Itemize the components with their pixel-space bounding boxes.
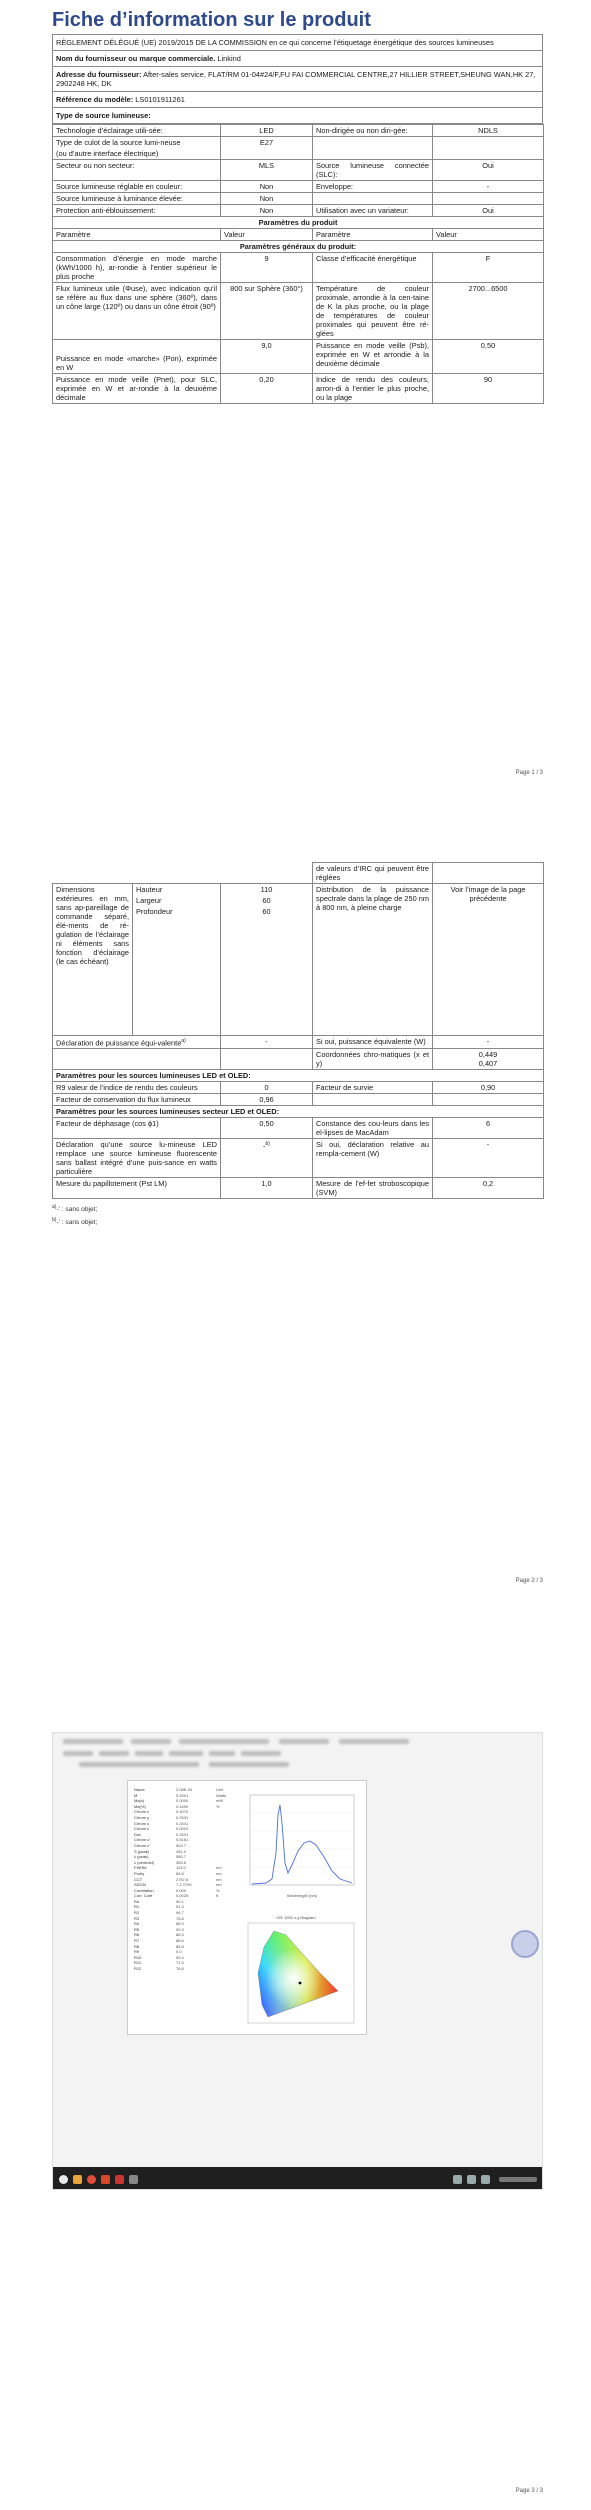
depth-label: Profondeur: [133, 906, 221, 917]
column-header: Valeur: [221, 229, 313, 241]
cell-label: R9 valeur de l’indice de rendu des couleurs: [53, 1081, 221, 1093]
spectral-report-screenshot: [52, 1732, 543, 2190]
table-row: [53, 1117, 544, 1138]
address-value: After-sales service, FLAT/RM 01-04#24/F,FU FAI COMMERCIAL CENTRE,27 HILLIER STREET,SHEUNG WAN,HK 27, 2902248 HK, DK: [56, 70, 536, 88]
report-units-column: Unit Watts mW % nm nm nm nm % K: [216, 1787, 227, 1899]
cell-label: Si oui, puissance équivalente (W): [313, 1035, 433, 1048]
cell-label: Température de couleur proximale, arrondie à la cen-taine de K la plus proche, ou la plage de températures de couleur proximales qui peuvent être ré-glées: [313, 283, 433, 340]
params-title: Paramètres du produit: [53, 217, 544, 229]
page-number: Page 3 / 3: [515, 2488, 543, 2494]
cell-label: Indice de rendu des couleurs, arron-di à l’entier le plus proche, ou la plage: [313, 374, 433, 404]
footnote-a-mark: a): [52, 1203, 57, 1210]
depth-value: 60: [221, 906, 313, 917]
report-values-column: 2.08E-03 0.2001 0.0000 0.4490 0.4070 0.2531 0.3441 0.0010 0.2531 0.5161 504.7 451.0 580.7 365.6 113.0 84.8 2767.6 7.2 2700 0.000 0.0025 90.1 91.3 96.7 78.8 88.9 90.3 86.3 88.6 85.8 0.0 55.4 71.5 78.8: [176, 1787, 193, 1971]
tray-icon[interactable]: [453, 2175, 462, 2184]
clock[interactable]: [499, 2177, 537, 2182]
report-sheet: [127, 1780, 367, 2035]
table-row: [53, 205, 544, 217]
mains-section-title: Paramètres pour les sources lumineuses secteur LED et OLED:: [53, 1105, 544, 1117]
cell-label-text: Puissance en mode «marche» (Pon), exprimée en W: [56, 354, 217, 372]
cell-label: Mesure du papillotement (Pst LM): [53, 1177, 221, 1198]
header-band: [52, 34, 543, 124]
table-header-row: [53, 229, 544, 241]
cell-label: Mesure de l’ef-fet stroboscopique (SVM): [313, 1177, 433, 1198]
table-row: [53, 283, 544, 340]
table-row: [53, 884, 544, 896]
cell-label: Consommation d’énergie en mode marche (kWh/1000 h), ar-rondie à l’entier supérieur le plus proche: [53, 253, 221, 283]
cell-label: Source lumineuse à luminance élevée:: [53, 193, 221, 205]
cell-label: (ou d’autre interface électrique): [53, 148, 221, 160]
spectrum-chart: [236, 1793, 358, 1901]
spectrum-x-axis-label: Wavelength (nm): [286, 1893, 318, 1898]
tray-icon-2[interactable]: [467, 2175, 476, 2184]
table-row: [53, 1177, 544, 1198]
model-label: Référence du modèle:: [56, 95, 134, 104]
cell-value: Oui: [433, 205, 544, 217]
table-row: [53, 1048, 544, 1069]
width-value: 60: [221, 895, 313, 906]
table-row: [53, 1138, 544, 1177]
footnotes: [52, 1202, 543, 1228]
cell-value: 0,50: [221, 1117, 313, 1138]
cell-label: Protection anti-éblouissement:: [53, 205, 221, 217]
model-value: LS0101911261: [135, 95, 185, 104]
blurred-toolbar: [59, 1737, 538, 1771]
cell-value: 90: [433, 374, 544, 404]
cell-label: Facteur de conservation du flux lumineux: [53, 1093, 221, 1105]
table-row: [53, 1093, 544, 1105]
table-row: [53, 1035, 544, 1048]
cell-value: 0,20: [221, 374, 313, 404]
cell-value: 9: [221, 253, 313, 283]
width-label: Largeur: [133, 895, 221, 906]
cell-label: Non-dirigée ou non diri-gée:: [313, 125, 433, 137]
watermark-seal: [511, 1930, 539, 1958]
report-labels-column: Name M Ma(x) Ma(%) Chrom x Chrom y Chrom u Chrom v Duv Chrom u' Chrom v' S (peak) λ (peak) λ (centroid) FWHM Purity CCT SDCM Correlation Corr. Coef Ra R1 R2 R3 R4 R5 R6 R7 R8 R9 R10 R11 R12: [134, 1787, 155, 1971]
spectral-label: Distribution de la puissance spectrale dans la plage de 250 nm à 800 nm, à pleine charge: [313, 884, 433, 1036]
column-header: Paramètre: [53, 229, 221, 241]
cell-value: 0,50: [433, 340, 544, 374]
cell-value: Non: [221, 193, 313, 205]
cell-label: Facteur de survie: [313, 1081, 433, 1093]
cell-value: MLS: [221, 160, 313, 181]
table-row: [53, 181, 544, 193]
cell-value: LED: [221, 125, 313, 137]
cell-label: Facteur de déphasage (cos ϕ1): [53, 1117, 221, 1138]
page-number: Page 2 / 3: [515, 1578, 543, 1584]
cell-label: [53, 340, 221, 374]
cell-value: -: [433, 1035, 544, 1048]
table-row: [53, 340, 544, 374]
cell-label: Flux lumineux utile (Φuse), avec indication qu’il se réfère au flux dans une sphère (360º), dans un cône large (120º) ou dans un cône étroit (90º): [53, 283, 221, 340]
cell-label: Puissance en mode veille (Psb), exprimée en W et arrondie à la deuxième décimale: [313, 340, 433, 374]
chromaticity-values: [433, 1048, 544, 1069]
taskbar: [53, 2167, 543, 2190]
folder-icon[interactable]: [73, 2175, 82, 2184]
column-header: Valeur: [433, 229, 544, 241]
supplier-label: Nom du fournisseur ou marque commerciale.: [56, 54, 216, 63]
table-row: [53, 160, 544, 181]
footnote-mark: b): [265, 1140, 270, 1147]
cell-value: Non: [221, 181, 313, 193]
browser-icon[interactable]: [87, 2175, 96, 2184]
cell-label: Puissance en mode veille (Pnet), pour SLC, exprimée en W et ar-rondie à la deuxième décimale: [53, 374, 221, 404]
cell-label: Classe d’efficacité énergétique: [313, 253, 433, 283]
page-number: Page 1 / 3: [515, 770, 543, 776]
tray-icon-3[interactable]: [481, 2175, 490, 2184]
height-value: 110: [221, 884, 313, 896]
cell-value: 800 sur Sphère (360°): [221, 283, 313, 340]
replacement-value: -: [263, 1141, 266, 1151]
cell-label: de valeurs d’IRC qui peuvent être réglées: [313, 863, 433, 884]
table-row: [53, 217, 544, 229]
footnote-b-mark: b): [52, 1217, 57, 1224]
cell-label: Source lumineuse réglable en couleur:: [53, 181, 221, 193]
table-row: [53, 241, 544, 253]
cell-value: 0,2: [433, 1177, 544, 1198]
document-title: Fiche d’information sur le produit: [52, 9, 371, 31]
type-header: Type de source lumineuse:: [53, 107, 542, 123]
chromaticity-point: [299, 1982, 302, 1985]
cell-value: 0,90: [433, 1081, 544, 1093]
cell-value: 9,0: [221, 340, 313, 374]
cell-value: 2700...6500: [433, 283, 544, 340]
cell-value: [221, 1138, 313, 1177]
model-row: [53, 91, 542, 107]
cell-label: Utilisation avec un variateur:: [313, 205, 433, 217]
table-row: [53, 253, 544, 283]
table-row: [53, 1105, 544, 1117]
led-section-title: Paramètres pour les sources lumineuses LED et OLED:: [53, 1069, 544, 1081]
cell-value: E27: [221, 137, 313, 149]
cell-label: Si oui, déclaration relative au rempla-cement (W): [313, 1138, 433, 1177]
cell-value: Non: [221, 205, 313, 217]
cie-title: CIE 1931 x,y Diagram: [276, 1915, 316, 1920]
regulation-text: RÈGLEMENT DÉLÉGUÉ (UE) 2019/2015 DE LA COMMISSION en ce qui concerne l’étiquetage énergétique des sources lumineuses: [56, 38, 494, 47]
table-row: [53, 1081, 544, 1093]
cell-label: Type de culot de la source lumi-neuse: [53, 137, 221, 149]
page-1: [52, 8, 543, 404]
cell-label: Source lumineuse connectée (SLC):: [313, 160, 433, 181]
cell-value: F: [433, 253, 544, 283]
app-icon[interactable]: [101, 2175, 110, 2184]
type-table: [52, 124, 544, 404]
general-title: Paramètres généraux du produit:: [53, 241, 544, 253]
footnote-a: [52, 1202, 543, 1215]
cell-value: 1,0: [221, 1177, 313, 1198]
cell-value: Oui: [433, 160, 544, 181]
cell-label: Déclaration qu’une source lu-mineuse LED remplace une source lumineuse fluorescente sans ballast intégré d’une puis-sance en watts particulière: [53, 1138, 221, 1177]
cell-label: Coordonnées chro-matiques (x et y): [313, 1048, 433, 1069]
cell-value: 0,96: [221, 1093, 313, 1105]
page-2: [52, 862, 543, 1228]
cell-label: Secteur ou non secteur:: [53, 160, 221, 181]
table-row: [53, 1069, 544, 1081]
app-icon-3[interactable]: [129, 2175, 138, 2184]
equivalent-power-label: Déclaration de puissance équi-valente: [56, 1037, 182, 1047]
column-header: Paramètre: [313, 229, 433, 241]
cell-value: NDLS: [433, 125, 544, 137]
supplier-value: Linkind: [217, 54, 241, 63]
cell-label: [53, 1035, 221, 1048]
cell-value: -: [221, 1035, 313, 1048]
cie-diagram: [234, 1913, 358, 2029]
height-label: Hauteur: [133, 884, 221, 896]
table-row: [53, 863, 544, 884]
address-row: [53, 66, 542, 91]
table-row: [53, 374, 544, 404]
cell-label: Constance des cou-leurs dans les el-lipses de MacAdam: [313, 1117, 433, 1138]
table-row: [53, 193, 544, 205]
cell-value: -: [433, 1138, 544, 1177]
chromaticity-x: 0,449: [478, 1049, 498, 1059]
footnote-b: [52, 1215, 543, 1228]
cell-value: 6: [433, 1117, 544, 1138]
cell-label: Enveloppe:: [313, 181, 433, 193]
address-label: Adresse du fournisseur:: [56, 70, 142, 79]
dimensions-label: Dimensions extérieures en mm, sans ap-pareillage de commande séparé, élé-ments de ré-gulation de l’éclairage ni éléments sans fonction d’éclairage (le cas échéant): [53, 884, 133, 1036]
footnote-b-text: -' : sans objet;: [56, 1219, 98, 1227]
footnote-a-text: -' : sans objet;: [56, 1206, 98, 1214]
footnote-mark: a): [181, 1037, 186, 1044]
cell-label: Technologie d’éclairage utili-sée:: [53, 125, 221, 137]
cell-value: 0: [221, 1081, 313, 1093]
chromaticity-y: 0,407: [478, 1058, 498, 1068]
start-icon[interactable]: [59, 2175, 68, 2184]
table-row: [53, 137, 544, 149]
app-icon-2[interactable]: [115, 2175, 124, 2184]
spectral-value: Voir l’image de la page précédente: [433, 884, 544, 1036]
supplier-row: [53, 50, 542, 66]
params-table-continued: [52, 862, 544, 1199]
cell-value: -: [433, 181, 544, 193]
table-row: [53, 125, 544, 137]
